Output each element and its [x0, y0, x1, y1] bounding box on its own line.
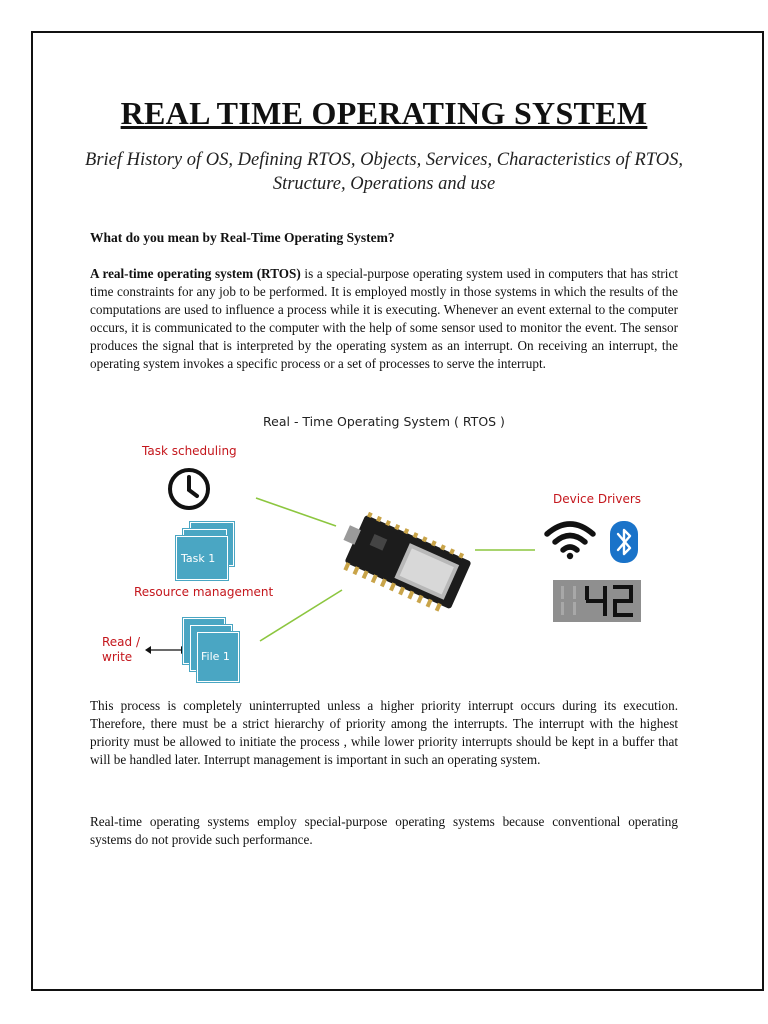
section-question: What do you mean by Real-Time Operating System?	[90, 230, 395, 245]
document-title: REAL TIME OPERATING SYSTEM	[120, 95, 648, 131]
bluetooth-icon	[609, 520, 639, 564]
seven-segment-digits	[553, 580, 641, 622]
rtos-diagram	[90, 408, 678, 690]
read-write-line2: write	[102, 650, 133, 664]
read-write-line1: Read /	[102, 635, 141, 649]
file-stack-label: File 1	[201, 650, 230, 663]
paragraph-interrupts: This process is completely uninterrupted unless a higher priority interrupt occurs during its execution. Therefore, there must be a strict hierarchy of priority among the interrupts. The interrupt with the highest priority must be allowed to initiate the process , while lower priority interrupts should be kept in a buffer that will be handled later. Interrupt management is important in such an operating system.	[90, 698, 678, 767]
wifi-icon	[544, 520, 596, 560]
resource-management-label: Resource management	[134, 585, 274, 599]
task-scheduling-label: Task scheduling	[142, 444, 237, 458]
document-subtitle: Brief History of OS, Defining RTOS, Objects, Services, Characteristics of RTOS, Structure, Operations and use	[85, 150, 683, 194]
diagram-title: Real - Time Operating System ( RTOS )	[263, 414, 505, 429]
paragraph-intro	[90, 265, 678, 373]
rtos-definition-text: is a special-purpose operating system used in computers that has strict time constraints for any job to be performed. It is employed mostly in those systems in which the results of the computations are used to influence a process while it is executing. Whenever an event external to the computer occurs, it is communicated to the computer with the help of some sensor used to monitor the event. The sensor produces the signal that is interpreted by the operating system as an interrupt. On receiving an interrupt, the operating system invokes a specific process or a set of processes to serve the interrupt.	[90, 266, 678, 371]
seven-segment-display	[553, 580, 641, 622]
task-stack-label: Task 1	[181, 552, 216, 565]
paragraph-performance: Real-time operating systems employ special-purpose operating systems because conventional operating systems do not provide such performance.	[90, 814, 678, 847]
device-drivers-label: Device Drivers	[553, 492, 642, 506]
rtos-definition-lead: A real-time operating system (RTOS)	[90, 266, 301, 281]
microcontroller-board	[336, 512, 480, 612]
